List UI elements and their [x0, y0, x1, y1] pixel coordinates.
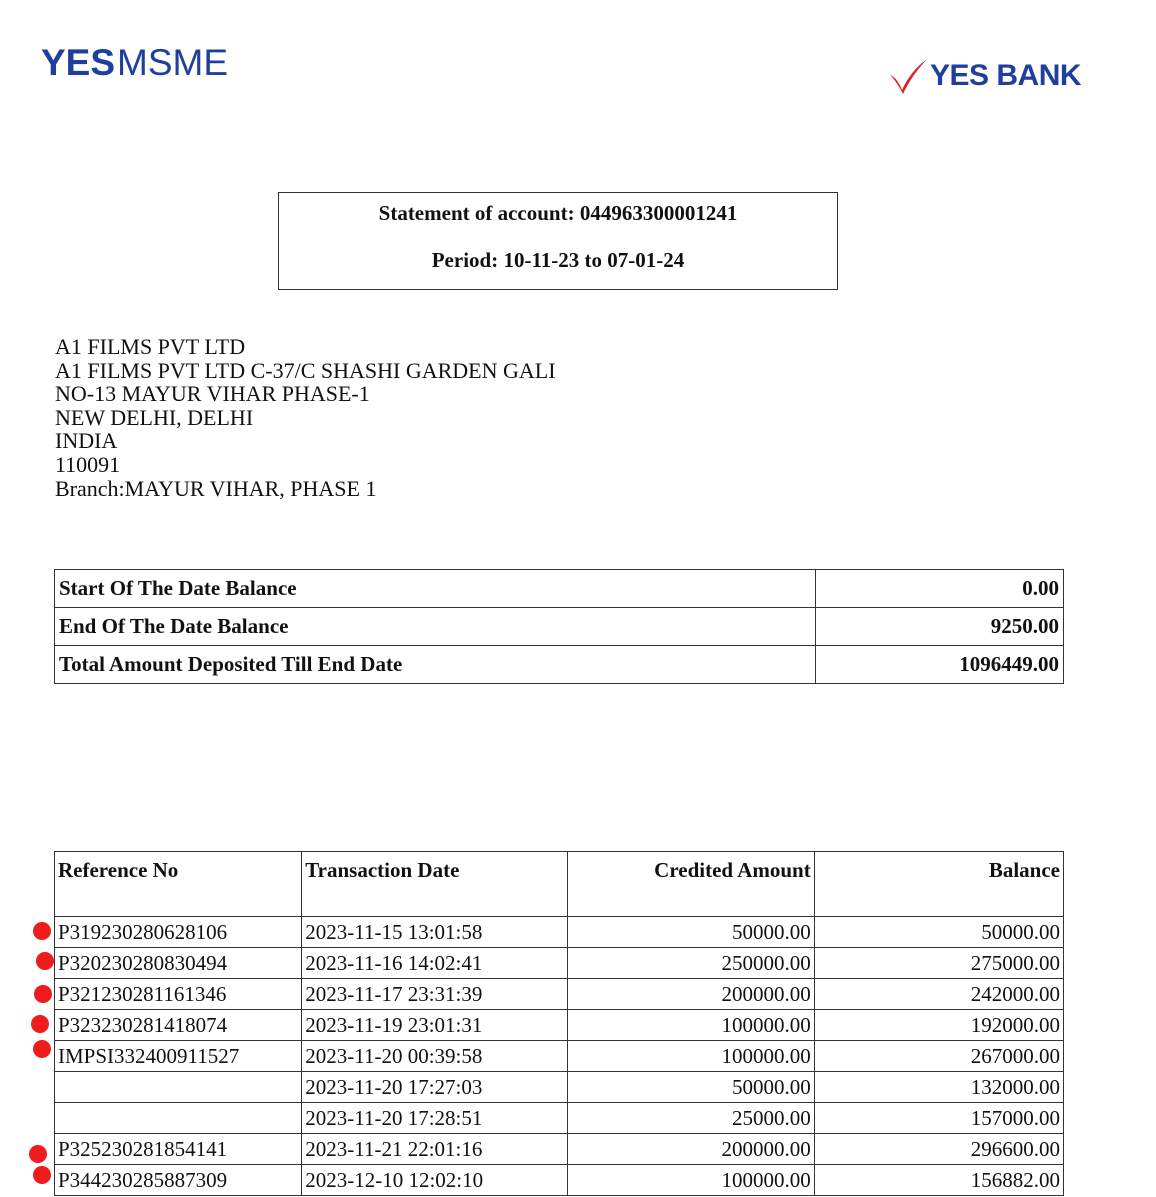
balance-cell: 156882.00 [814, 1165, 1063, 1196]
summary-row [55, 646, 1064, 684]
column-header-reference: Reference No [55, 852, 302, 917]
yes-bank-logo [888, 56, 1081, 96]
yes-msme-logo [41, 44, 228, 81]
red-dot-marker [33, 922, 51, 940]
balance-cell: 192000.00 [814, 1010, 1063, 1041]
balance-cell: 296600.00 [814, 1134, 1063, 1165]
credit-cell: 25000.00 [568, 1103, 814, 1134]
table-row [55, 1165, 1064, 1196]
credit-cell: 100000.00 [568, 1165, 814, 1196]
date-cell: 2023-11-17 23:31:39 [302, 979, 568, 1010]
credit-cell: 100000.00 [568, 1010, 814, 1041]
red-dot-marker [31, 1015, 49, 1033]
logo-yes-text: YES [41, 42, 116, 83]
summary-value: 1096449.00 [816, 646, 1064, 684]
red-dot-marker [33, 1040, 51, 1058]
credit-cell: 100000.00 [568, 1041, 814, 1072]
table-row [55, 1041, 1064, 1072]
table-header-row [55, 852, 1064, 917]
credit-cell: 250000.00 [568, 948, 814, 979]
date-cell: 2023-11-19 23:01:31 [302, 1010, 568, 1041]
column-header-balance: Balance [814, 852, 1063, 917]
date-cell: 2023-11-20 00:39:58 [302, 1041, 568, 1072]
table-row [55, 1010, 1064, 1041]
date-cell: 2023-12-10 12:02:10 [302, 1165, 568, 1196]
balance-cell: 275000.00 [814, 948, 1063, 979]
address-line: A1 FILMS PVT LTD C-37/C SHASHI GARDEN GALI [55, 357, 556, 383]
table-row [55, 1134, 1064, 1165]
balance-cell: 157000.00 [814, 1103, 1063, 1134]
logo-msme-text: MSME [117, 42, 229, 83]
table-row [55, 948, 1064, 979]
statement-header-box [278, 192, 838, 290]
date-cell: 2023-11-21 22:01:16 [302, 1134, 568, 1165]
reference-cell [55, 1103, 302, 1134]
account-number-line: Statement of account: 044963300001241 [378, 201, 738, 225]
credit-cell: 200000.00 [568, 1134, 814, 1165]
table-row [55, 1103, 1064, 1134]
address-line: NEW DELHI, DELHI [55, 404, 254, 430]
address-line: NO-13 MAYUR VIHAR PHASE-1 [55, 381, 370, 407]
reference-cell: P344230285887309 [55, 1165, 302, 1196]
summary-row [55, 608, 1064, 646]
reference-cell [55, 1072, 302, 1103]
date-cell: 2023-11-20 17:27:03 [302, 1072, 568, 1103]
address-line: INDIA [55, 428, 118, 454]
bank-name-text: YES BANK [930, 59, 1082, 92]
summary-row [55, 570, 1064, 608]
address-line: 110091 [55, 451, 121, 477]
summary-label: End Of The Date Balance [55, 608, 816, 646]
summary-value: 0.00 [816, 570, 1064, 608]
summary-label: Start Of The Date Balance [55, 570, 816, 608]
summary-label: Total Amount Deposited Till End Date [55, 646, 816, 684]
branch-line: Branch:MAYUR VIHAR, PHASE 1 [55, 475, 377, 501]
reference-cell: P321230281161346 [55, 979, 302, 1010]
credit-cell: 50000.00 [568, 917, 814, 948]
customer-address [55, 335, 556, 500]
credit-cell: 50000.00 [568, 1072, 814, 1103]
checkmark-icon [888, 57, 928, 95]
table-row [55, 1072, 1064, 1103]
balance-cell: 267000.00 [814, 1041, 1063, 1072]
column-header-date: Transaction Date [302, 852, 568, 917]
reference-cell: P323230281418074 [55, 1010, 302, 1041]
credit-cell: 200000.00 [568, 979, 814, 1010]
date-cell: 2023-11-20 17:28:51 [302, 1103, 568, 1134]
red-dot-marker [33, 1166, 51, 1184]
reference-cell: IMPSI332400911527 [55, 1041, 302, 1072]
summary-value: 9250.00 [816, 608, 1064, 646]
balance-cell: 50000.00 [814, 917, 1063, 948]
column-header-credited: Credited Amount [568, 852, 814, 917]
table-row [55, 917, 1064, 948]
balance-cell: 242000.00 [814, 979, 1063, 1010]
red-dot-marker [29, 1145, 47, 1163]
table-row [55, 979, 1064, 1010]
reference-cell: P319230280628106 [55, 917, 302, 948]
date-cell: 2023-11-15 13:01:58 [302, 917, 568, 948]
address-line: A1 FILMS PVT LTD [55, 334, 246, 359]
red-dot-marker [34, 985, 52, 1003]
period-line: Period: 10-11-23 to 07-01-24 [431, 248, 685, 272]
reference-cell: P320230280830494 [55, 948, 302, 979]
transactions-table [54, 851, 1064, 1196]
balance-cell: 132000.00 [814, 1072, 1063, 1103]
balance-summary-table [54, 569, 1064, 684]
red-dot-marker [36, 952, 54, 970]
reference-cell: P325230281854141 [55, 1134, 302, 1165]
date-cell: 2023-11-16 14:02:41 [302, 948, 568, 979]
